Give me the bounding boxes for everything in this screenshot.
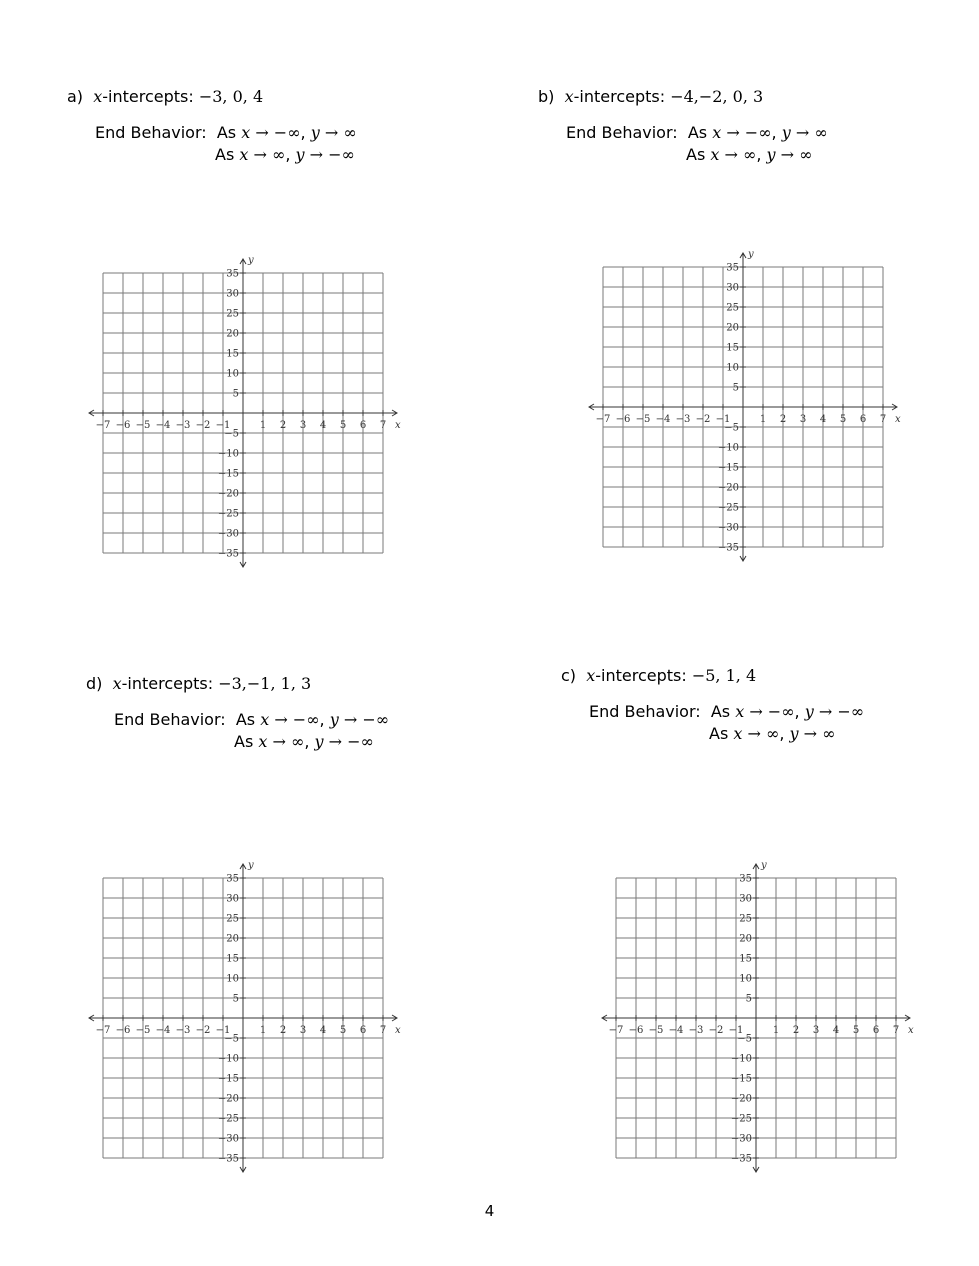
intercepts-variable: x <box>112 674 122 693</box>
x-tick-label: 3 <box>799 414 807 425</box>
y-tick-label: −20 <box>717 482 739 494</box>
end-behavior-label: End Behavior: <box>566 123 678 142</box>
left-x-limit: x → −∞ <box>260 710 320 729</box>
y-tick-label: −10 <box>217 1053 239 1065</box>
y-tick-label: 10 <box>739 973 752 985</box>
x-tick-label: −6 <box>615 414 631 425</box>
intercepts-label: -intercepts: <box>573 87 666 106</box>
right-y-limit: y → ∞ <box>766 145 813 164</box>
problem-label: a) <box>67 87 84 106</box>
y-tick-label: −15 <box>730 1073 752 1085</box>
y-tick-label: 10 <box>226 368 239 380</box>
page-number: 4 <box>484 1202 495 1220</box>
right-y-limit: y → −∞ <box>314 732 374 751</box>
x-tick-label: 3 <box>299 420 307 431</box>
intercepts-values: −3,−1, 1, 3 <box>218 674 312 693</box>
y-tick-label: 35 <box>726 262 739 274</box>
as-word: As <box>234 732 254 751</box>
intercepts-label: -intercepts: <box>595 666 687 685</box>
left-x-limit: x → −∞ <box>735 702 795 721</box>
x-tick-label: 5 <box>852 1025 860 1036</box>
y-tick-label: −20 <box>217 1093 239 1105</box>
left-x-limit: x → −∞ <box>712 123 772 142</box>
x-tick-label: −3 <box>675 414 691 425</box>
y-tick-label: 15 <box>226 348 239 360</box>
x-axis-label: x <box>395 420 401 431</box>
intercepts-values: −5, 1, 4 <box>691 666 757 685</box>
y-tick-label: 5 <box>232 388 239 400</box>
y-tick-label: −30 <box>217 528 239 540</box>
y-tick-label: 30 <box>739 893 752 905</box>
y-tick-label: 30 <box>726 282 739 294</box>
x-tick-label: 2 <box>792 1025 800 1036</box>
x-tick-label: −3 <box>688 1025 704 1036</box>
end-behavior-label: End Behavior: <box>114 710 226 729</box>
y-tick-label: −25 <box>217 508 239 520</box>
y-tick-label: 20 <box>226 328 239 340</box>
x-tick-label: −1 <box>715 414 731 425</box>
left-y-limit: y → −∞ <box>329 710 390 729</box>
problem-label: d) <box>86 674 103 693</box>
x-tick-label: −4 <box>155 420 171 431</box>
grid-svg <box>85 860 401 1176</box>
y-axis-label: y <box>761 860 767 871</box>
as-word: As <box>235 710 256 729</box>
x-tick-label: −2 <box>195 420 211 431</box>
right-y-limit: y → ∞ <box>789 724 836 743</box>
x-tick-label: −2 <box>708 1025 724 1036</box>
y-tick-label: 30 <box>226 893 239 905</box>
x-tick-label: 4 <box>319 1025 327 1036</box>
end-behavior-label: End Behavior: <box>589 702 701 721</box>
x-tick-label: 4 <box>832 1025 840 1036</box>
coordinate-grid-a <box>85 255 401 571</box>
problem-d: d) x-intercepts: −3,−1, 1, 3 End Behavior: As x → −∞, y → −∞ As x → ∞, y → −∞ <box>86 674 390 751</box>
y-tick-label: −5 <box>737 1033 752 1045</box>
y-tick-label: −35 <box>217 1153 239 1165</box>
intercepts-label: -intercepts: <box>102 87 194 106</box>
x-tick-label: −1 <box>728 1025 744 1036</box>
x-tick-label: −7 <box>95 420 111 431</box>
as-word: As <box>216 123 237 142</box>
x-tick-label: 7 <box>379 1025 387 1036</box>
problem-c: c) x-intercepts: −5, 1, 4 End Behavior: As x → −∞, y → −∞ As x → ∞, y → ∞ <box>561 666 865 743</box>
x-tick-label: 3 <box>299 1025 307 1036</box>
y-tick-label: 30 <box>226 288 239 300</box>
x-tick-label: −7 <box>595 414 611 425</box>
x-tick-label: 2 <box>279 1025 287 1036</box>
as-word: As <box>709 724 729 743</box>
right-x-limit: x → ∞ <box>258 732 305 751</box>
y-tick-label: 20 <box>226 933 239 945</box>
y-tick-label: −5 <box>224 428 239 440</box>
intercepts-variable: x <box>93 87 103 106</box>
x-tick-label: 6 <box>859 414 867 425</box>
x-tick-label: 3 <box>812 1025 820 1036</box>
y-tick-label: 35 <box>739 873 752 885</box>
left-y-limit: y → −∞ <box>804 702 865 721</box>
x-tick-label: 5 <box>339 420 347 431</box>
x-tick-label: −7 <box>95 1025 111 1036</box>
x-tick-label: 4 <box>319 420 327 431</box>
y-tick-label: 15 <box>726 342 739 354</box>
y-tick-label: 25 <box>226 913 239 925</box>
y-tick-label: 5 <box>232 993 239 1005</box>
y-tick-label: 10 <box>726 362 739 374</box>
y-tick-label: −10 <box>730 1053 752 1065</box>
grid-svg <box>585 249 901 565</box>
y-tick-label: 35 <box>226 268 239 280</box>
y-tick-label: −30 <box>730 1133 752 1145</box>
y-tick-label: −10 <box>217 448 239 460</box>
x-tick-label: −6 <box>628 1025 644 1036</box>
left-y-limit: y → ∞ <box>781 123 828 142</box>
y-tick-label: −15 <box>217 1073 239 1085</box>
intercepts-variable: x <box>564 87 574 106</box>
y-tick-label: 25 <box>226 308 239 320</box>
y-tick-label: 15 <box>739 953 752 965</box>
x-tick-label: 5 <box>839 414 847 425</box>
x-tick-label: 1 <box>772 1025 780 1036</box>
y-tick-label: 5 <box>745 993 752 1005</box>
intercepts-variable: x <box>586 666 596 685</box>
y-tick-label: −5 <box>724 422 739 434</box>
x-tick-label: 2 <box>279 420 287 431</box>
coordinate-grid-d <box>85 860 401 1176</box>
x-tick-label: −1 <box>215 1025 231 1036</box>
coordinate-grid-c <box>598 860 914 1176</box>
grid-svg <box>598 860 914 1176</box>
y-tick-label: −10 <box>717 442 739 454</box>
x-tick-label: −4 <box>668 1025 684 1036</box>
y-tick-label: −30 <box>217 1133 239 1145</box>
y-tick-label: 35 <box>226 873 239 885</box>
y-tick-label: −20 <box>730 1093 752 1105</box>
x-tick-label: 7 <box>379 420 387 431</box>
left-y-limit: y → ∞ <box>310 123 357 142</box>
x-tick-label: −1 <box>215 420 231 431</box>
y-tick-label: −35 <box>730 1153 752 1165</box>
y-tick-label: −15 <box>217 468 239 480</box>
y-axis-label: y <box>248 860 254 871</box>
x-tick-label: 5 <box>339 1025 347 1036</box>
y-tick-label: −20 <box>217 488 239 500</box>
x-tick-label: 2 <box>779 414 787 425</box>
y-axis-label: y <box>748 249 754 260</box>
x-axis-label: x <box>895 414 901 425</box>
problem-a: a) x-intercepts: −3, 0, 4 End Behavior: As x → −∞, y → ∞ As x → ∞, y → −∞ <box>67 87 357 164</box>
x-tick-label: 6 <box>359 420 367 431</box>
x-tick-label: −2 <box>695 414 711 425</box>
y-tick-label: 15 <box>226 953 239 965</box>
as-word: As <box>687 123 708 142</box>
x-tick-label: −5 <box>135 420 151 431</box>
right-x-limit: x → ∞ <box>710 145 757 164</box>
problem-label: c) <box>561 666 577 685</box>
left-x-limit: x → −∞ <box>241 123 301 142</box>
x-axis-label: x <box>395 1025 401 1036</box>
x-tick-label: 6 <box>872 1025 880 1036</box>
x-tick-label: −6 <box>115 1025 131 1036</box>
y-tick-label: −30 <box>717 522 739 534</box>
x-tick-label: −3 <box>175 1025 191 1036</box>
x-tick-label: 1 <box>259 1025 267 1036</box>
coordinate-grid-b <box>585 249 901 565</box>
as-word: As <box>215 145 235 164</box>
x-tick-label: 7 <box>892 1025 900 1036</box>
grid-svg <box>85 255 401 571</box>
intercepts-label: -intercepts: <box>121 674 214 693</box>
y-tick-label: −35 <box>217 548 239 560</box>
end-behavior-label: End Behavior: <box>95 123 207 142</box>
x-tick-label: 1 <box>759 414 767 425</box>
problem-label: b) <box>538 87 555 106</box>
x-tick-label: 7 <box>879 414 887 425</box>
y-tick-label: 20 <box>726 322 739 334</box>
intercepts-values: −4,−2, 0, 3 <box>670 87 764 106</box>
y-tick-label: 25 <box>739 913 752 925</box>
intercepts-values: −3, 0, 4 <box>198 87 264 106</box>
y-tick-label: 25 <box>726 302 739 314</box>
y-axis-label: y <box>248 255 254 266</box>
x-tick-label: −5 <box>648 1025 664 1036</box>
right-x-limit: x → ∞ <box>733 724 780 743</box>
as-word: As <box>686 145 706 164</box>
x-tick-label: 1 <box>259 420 267 431</box>
x-tick-label: −4 <box>655 414 671 425</box>
x-tick-label: −5 <box>135 1025 151 1036</box>
y-tick-label: 10 <box>226 973 239 985</box>
x-tick-label: −6 <box>115 420 131 431</box>
x-tick-label: −5 <box>635 414 651 425</box>
y-tick-label: 20 <box>739 933 752 945</box>
x-tick-label: 6 <box>359 1025 367 1036</box>
problem-b: b) x-intercepts: −4,−2, 0, 3 End Behavior: As x → −∞, y → ∞ As x → ∞, y → ∞ <box>538 87 828 164</box>
y-tick-label: −25 <box>717 502 739 514</box>
y-tick-label: −5 <box>224 1033 239 1045</box>
y-tick-label: 5 <box>732 382 739 394</box>
x-tick-label: −7 <box>608 1025 624 1036</box>
y-tick-label: −35 <box>717 542 739 554</box>
x-tick-label: −4 <box>155 1025 171 1036</box>
x-tick-label: −2 <box>195 1025 211 1036</box>
x-tick-label: 4 <box>819 414 827 425</box>
x-axis-label: x <box>908 1025 914 1036</box>
right-x-limit: x → ∞ <box>239 145 286 164</box>
x-tick-label: −3 <box>175 420 191 431</box>
as-word: As <box>710 702 731 721</box>
y-tick-label: −25 <box>217 1113 239 1125</box>
y-tick-label: −25 <box>730 1113 752 1125</box>
y-tick-label: −15 <box>717 462 739 474</box>
right-y-limit: y → −∞ <box>295 145 355 164</box>
